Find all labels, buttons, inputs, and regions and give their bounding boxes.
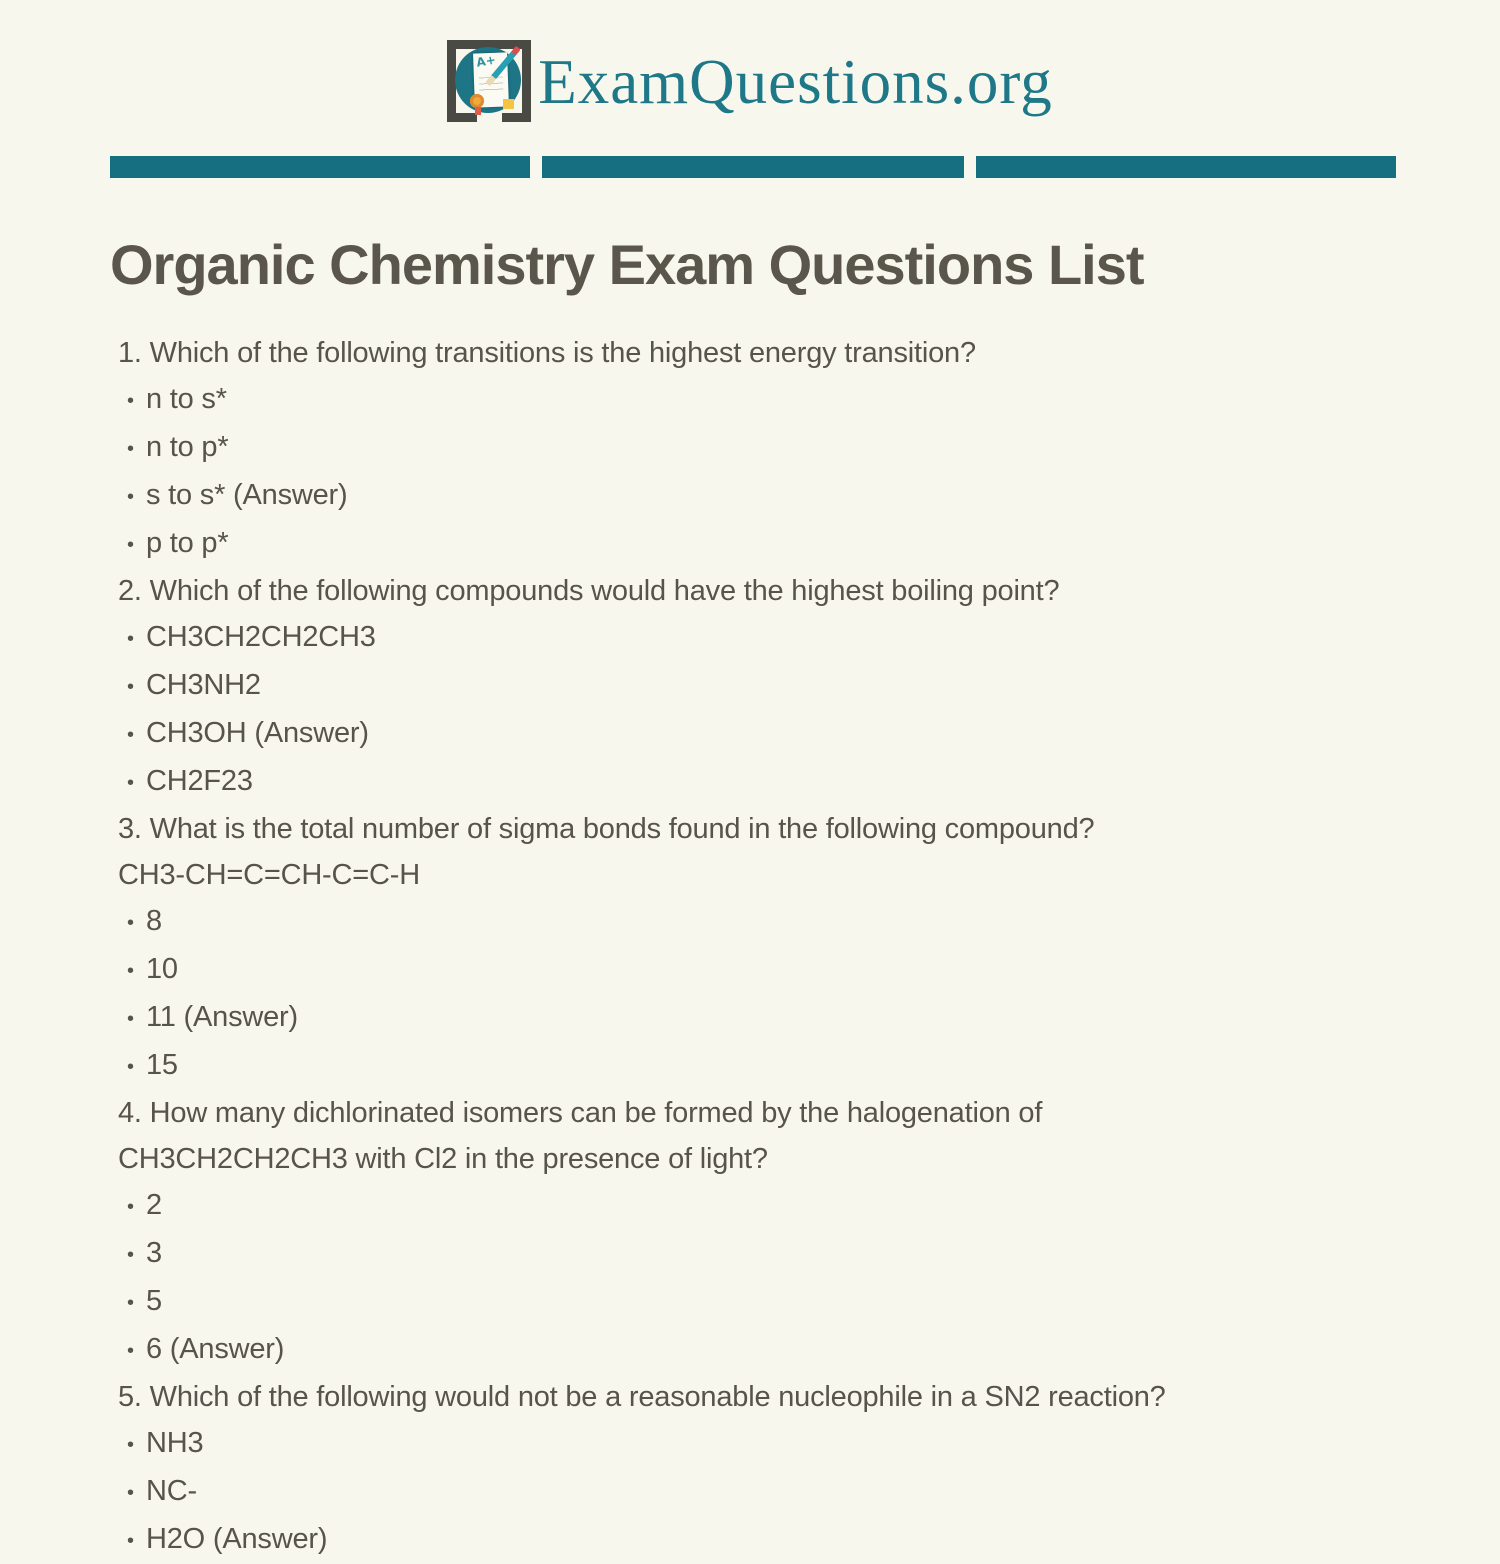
option-label: CH3NH2 bbox=[146, 669, 261, 701]
question-list bbox=[118, 330, 1380, 1564]
option-item bbox=[118, 1326, 1380, 1374]
option-label: 11 (Answer) bbox=[146, 1001, 298, 1033]
option-label: 6 (Answer) bbox=[146, 1333, 285, 1365]
main-content bbox=[0, 234, 1500, 1564]
option-item bbox=[118, 1468, 1380, 1516]
bullet-icon: • bbox=[127, 724, 134, 746]
question-text: 2. Which of the following compounds would have the highest boiling point? bbox=[118, 575, 1060, 607]
question-text: 1. Which of the following transitions is the highest energy transition? bbox=[118, 337, 976, 369]
option-item bbox=[118, 520, 1380, 568]
divider-segment-2 bbox=[542, 156, 964, 178]
option-label: 3 bbox=[146, 1237, 162, 1269]
logo-yellow-dot bbox=[503, 99, 514, 109]
option-label: s to s* (Answer) bbox=[146, 479, 348, 511]
option-label: NH3 bbox=[146, 1427, 204, 1459]
bullet-icon: • bbox=[127, 534, 134, 556]
question-text: 5. Which of the following would not be a reasonable nucleophile in a SN2 reaction? bbox=[118, 1381, 1166, 1413]
award-ribbon-tail bbox=[475, 107, 481, 115]
divider-segment-1 bbox=[110, 156, 530, 178]
option-item bbox=[118, 424, 1380, 472]
bullet-icon: • bbox=[127, 1244, 134, 1266]
option-item bbox=[118, 1230, 1380, 1278]
option-label: 8 bbox=[146, 905, 162, 937]
option-item bbox=[118, 1042, 1380, 1090]
option-label: n to s* bbox=[146, 383, 227, 415]
option-label: CH3CH2CH2CH3 bbox=[146, 621, 376, 653]
option-label: 2 bbox=[146, 1189, 162, 1221]
bullet-icon: • bbox=[127, 912, 134, 934]
site-header bbox=[0, 0, 1500, 126]
option-item bbox=[118, 994, 1380, 1042]
bullet-icon: • bbox=[127, 486, 134, 508]
bullet-icon: • bbox=[127, 1196, 134, 1218]
option-label: NC- bbox=[146, 1475, 197, 1507]
option-label: p to p* bbox=[146, 527, 229, 559]
option-label: H2O (Answer) bbox=[146, 1523, 328, 1555]
question-text-continued: CH3CH2CH2CH3 with Cl2 in the presence of light? bbox=[118, 1143, 768, 1175]
option-item bbox=[118, 1420, 1380, 1468]
bullet-icon: • bbox=[127, 960, 134, 982]
option-label: CH3OH (Answer) bbox=[146, 717, 369, 749]
bullet-icon: • bbox=[127, 628, 134, 650]
option-label: 10 bbox=[146, 953, 178, 985]
bullet-icon: • bbox=[127, 1340, 134, 1362]
option-label: n to p* bbox=[146, 431, 229, 463]
divider-bar bbox=[0, 156, 1500, 178]
examquestions-logo-icon bbox=[447, 38, 535, 126]
bullet-icon: • bbox=[127, 1434, 134, 1456]
option-item bbox=[118, 376, 1380, 424]
bullet-icon: • bbox=[127, 772, 134, 794]
option-label: 15 bbox=[146, 1049, 178, 1081]
bullet-icon: • bbox=[127, 1008, 134, 1030]
option-item bbox=[118, 710, 1380, 758]
option-item bbox=[118, 898, 1380, 946]
option-item bbox=[118, 1182, 1380, 1230]
bullet-icon: • bbox=[127, 1056, 134, 1078]
logo-aplus-text: A+ bbox=[475, 52, 497, 70]
bullet-icon: • bbox=[127, 676, 134, 698]
option-item bbox=[118, 1278, 1380, 1326]
question-text: 4. How many dichlorinated isomers can be formed by the halogenation of bbox=[118, 1097, 1043, 1129]
bullet-icon: • bbox=[127, 1530, 134, 1552]
page-title: Organic Chemistry Exam Questions List bbox=[110, 233, 1144, 296]
option-item bbox=[118, 946, 1380, 994]
bullet-icon: • bbox=[127, 390, 134, 412]
option-item bbox=[118, 758, 1380, 806]
option-item bbox=[118, 472, 1380, 520]
bullet-icon: • bbox=[127, 1482, 134, 1504]
option-item bbox=[118, 614, 1380, 662]
site-logo-text[interactable]: ExamQuestions.org bbox=[538, 46, 1053, 117]
option-label: 5 bbox=[146, 1285, 162, 1317]
option-label: CH2F23 bbox=[146, 765, 253, 797]
question-formula: CH3-CH=C=CH-C=C-H bbox=[118, 859, 420, 891]
divider-segment-3 bbox=[976, 156, 1396, 178]
bullet-icon: • bbox=[127, 1292, 134, 1314]
bullet-icon: • bbox=[127, 438, 134, 460]
option-item bbox=[118, 662, 1380, 710]
option-item bbox=[118, 1516, 1380, 1564]
question-text: 3. What is the total number of sigma bonds found in the following compound? bbox=[118, 813, 1095, 845]
